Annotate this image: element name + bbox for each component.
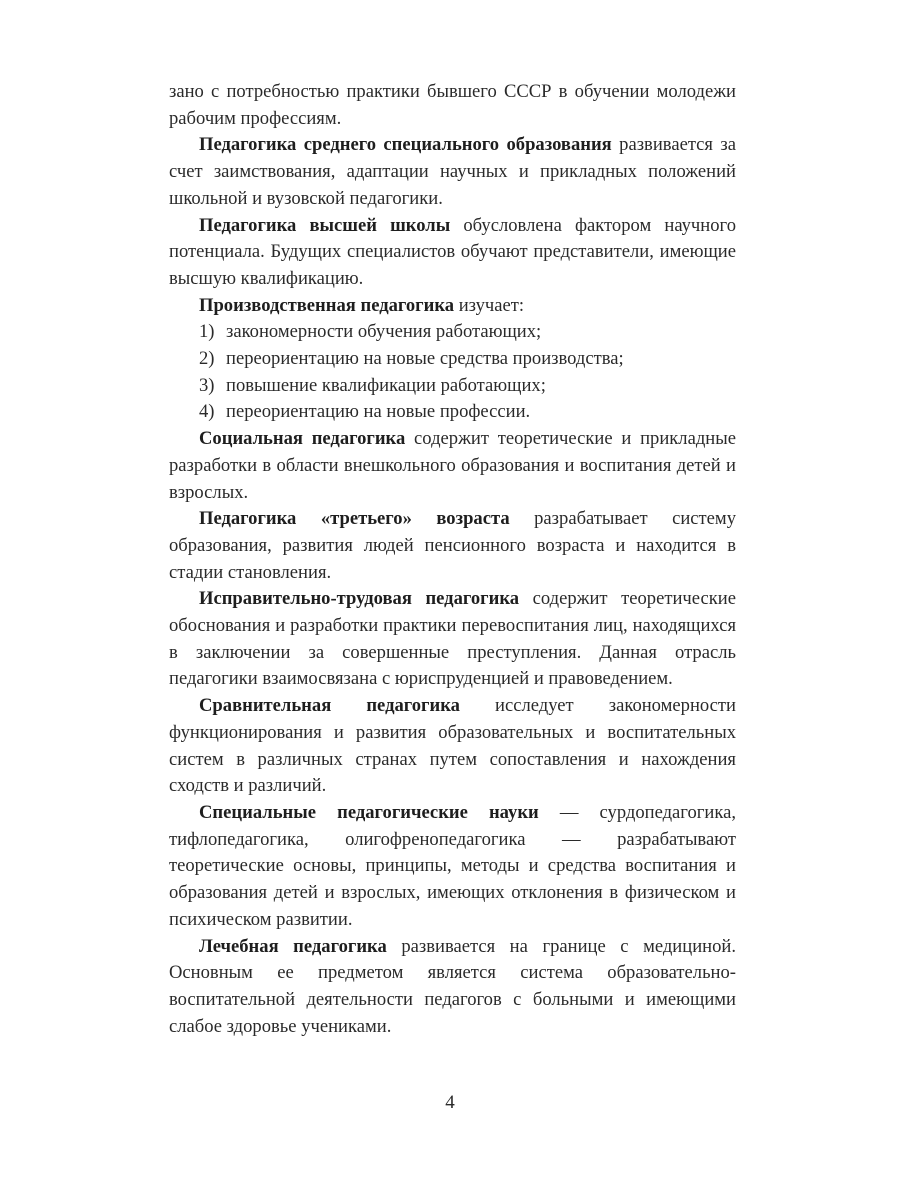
paragraph-special-sciences — [169, 800, 736, 934]
page-number: 4 — [445, 1092, 455, 1113]
list-item — [169, 346, 736, 373]
paragraph-text: зано с потребностью практики бывшего СССР в обучении молодежи рабочим профессиям. — [169, 81, 736, 129]
term-heading: Педагогика высшей школы — [199, 214, 451, 236]
paragraph-text: развивается за счет заимствования, адаптации научных и прикладных положений школьной и вузовской педагогики. — [169, 134, 736, 209]
list-text: переориентацию на новые средства производства; — [226, 348, 624, 370]
list-text: закономерности обучения работающих; — [226, 321, 542, 343]
list-number: 3) — [199, 374, 215, 396]
paragraph-text: развивается на границе с медициной. Основным ее предметом является система образовательно-воспитательной деятельности педагогов с больными и имеющими слабое здоровье учениками. — [169, 935, 737, 1037]
paragraph-continuation — [169, 79, 736, 132]
term-heading: Сравнительная педагогика — [199, 695, 460, 717]
term-heading: Производственная педагогика — [199, 294, 455, 316]
paragraph-text: разрабатывает систему образования, развития людей пенсионного возраста и находится в стадии становления. — [169, 508, 736, 583]
list-number: 4) — [199, 401, 215, 423]
paragraph-text: обусловлена фактором научного потенциала. Будущих специалистов обучают представители, имеющие высшую квалификацию. — [169, 214, 736, 289]
list-item — [169, 373, 736, 400]
paragraph-therapeutic — [169, 934, 736, 1041]
term-heading: Лечебная педагогика — [199, 935, 387, 957]
list-text: повышение квалификации работающих; — [226, 374, 546, 396]
list-number: 2) — [199, 348, 215, 370]
list-number: 1) — [199, 321, 215, 343]
document-page — [169, 79, 736, 1040]
paragraph-text: — сурдопедагогика, тифлопедагогика, олигофренопедагогика — разрабатывают теоретические основы, принципы, методы и средства воспитания и образования детей и взрослых, имеющих отклонения в физическом и психическом развитии. — [169, 801, 736, 930]
list-text: переориентацию на новые профессии. — [226, 401, 531, 423]
paragraph-text: содержит теоретические и прикладные разработки в области внешкольного образования и воспитания детей и взрослых. — [169, 428, 736, 503]
paragraph-text: содержит теоретические обоснования и разработки практики перевоспитания лиц, находящихся в заключении за совершенные преступления. Данная отрасль педагогики взаимосвязана с юриспруденцией и правоведением. — [169, 588, 736, 690]
term-heading: Педагогика среднего специального образования — [199, 134, 612, 156]
term-heading: Исправительно-трудовая педагогика — [199, 588, 520, 610]
paragraph-comparative — [169, 693, 736, 800]
list-item — [169, 399, 736, 426]
paragraph-correctional-labor — [169, 586, 736, 693]
paragraph-secondary-special-education — [169, 132, 736, 212]
list-item — [169, 319, 736, 346]
paragraph-text: изучает: — [454, 294, 525, 316]
paragraph-text: исследует закономерности функционирования и развития образовательных и воспитательных систем в различных странах путем сопоставления и нахождения сходств и различий. — [169, 695, 736, 797]
term-heading: Социальная педагогика — [199, 428, 406, 450]
term-heading: Специальные педагогические науки — [199, 801, 539, 823]
paragraph-social — [169, 426, 736, 506]
paragraph-third-age — [169, 506, 736, 586]
industrial-list — [169, 319, 736, 426]
term-heading: Педагогика «третьего» возраста — [199, 508, 510, 530]
paragraph-industrial — [169, 293, 736, 320]
paragraph-higher-school — [169, 213, 736, 293]
